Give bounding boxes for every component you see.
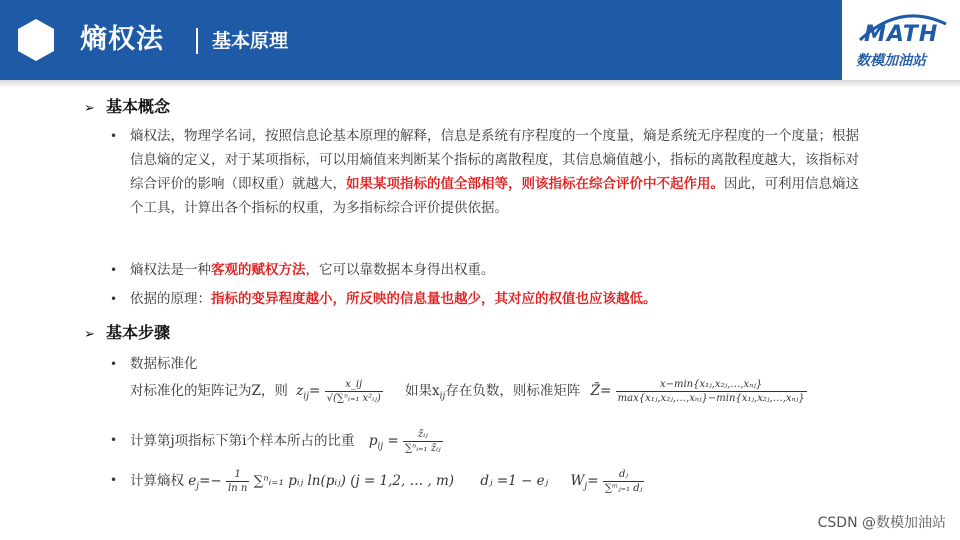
formula-e-fraction: [226, 468, 249, 495]
formula-ztilde-lhs: Z̃=: [590, 383, 612, 399]
formula-d: dⱼ =1 − eⱼ: [480, 473, 549, 489]
fraction-numerator: x_ij: [325, 378, 383, 392]
list-item: [110, 428, 870, 459]
section-heading-text: 基本步骤: [106, 323, 171, 342]
formula-text: 对标准化的矩阵记为Z，则: [130, 383, 288, 399]
text-plain: 因此，可利用信息熵这个工具，计算出各个指标的权重，为多指标综合评价提供依据。: [130, 176, 859, 216]
fraction-denominator: ln n: [228, 483, 248, 494]
text-highlight: 指标的变异程度越小，所反映的信息量也越少，其对应的权值也应该越低。: [211, 291, 657, 307]
section-heading-text: 基本概念: [106, 97, 171, 116]
formula-e-sum: ∑ⁿᵢ₌₁ pᵢⱼ ln(pᵢⱼ) (j = 1,2, … , m): [253, 473, 455, 489]
formula-p-lhs: $p_{ij}$ =: [368, 433, 399, 452]
formula-ztilde-fraction: [616, 378, 807, 405]
list-item-text: [110, 287, 870, 311]
fraction-numerator: x−min{x₁ⱼ,x₂ⱼ,…,xₙⱼ}: [616, 378, 807, 392]
fraction-denominator: max{x₁ⱼ,x₂ⱼ,…,xₙⱼ}−min{x₁ⱼ,x₂ⱼ,…,xₙⱼ}: [617, 393, 805, 404]
math-var: Z̃: [590, 383, 601, 399]
formula-w-fraction: [603, 468, 644, 495]
section-heading-concept: [84, 94, 170, 117]
list-item-text: [110, 124, 870, 220]
arrow-bullet-icon: ➢: [84, 101, 95, 116]
fraction-denominator: ∑ᵐⱼ₌₁ dⱼ: [604, 483, 643, 494]
bullet-dot-icon: •: [110, 129, 118, 143]
formula-z-lhs: $z_{ij}=$: [296, 383, 321, 402]
brand-logo: [842, 0, 960, 80]
math-sub: ij: [439, 391, 446, 402]
math-var: p: [368, 433, 378, 449]
bullet-dot-icon: •: [110, 473, 118, 487]
header-shadow: [0, 80, 960, 88]
page-title: 熵权法: [80, 24, 164, 55]
formula-normalization: [130, 378, 807, 407]
list-item: [110, 124, 870, 220]
text-highlight: 客观的赋权方法: [211, 262, 306, 278]
formula-z-fraction: [325, 378, 383, 405]
bullet-dot-icon: •: [110, 433, 118, 447]
watermark: CSDN @数模加油站: [817, 515, 946, 531]
list-item: [110, 287, 870, 311]
text-plain: 依据的原理：: [130, 291, 211, 307]
list-item-text: [110, 468, 870, 499]
math-var: z: [296, 383, 304, 399]
formula-text: 计算熵权: [130, 473, 184, 489]
math-sub: ij: [377, 441, 384, 452]
formula-text: 如果x: [405, 383, 440, 399]
fraction-denominator: ∑ⁿᵢ₌₁ z̃ᵢⱼ: [405, 443, 441, 454]
list-item: [110, 468, 870, 499]
text-highlight: 如果某项指标的值全部相等，则该指标在综合评价中不起作用。: [346, 176, 724, 192]
fraction-numerator: z̃ᵢⱼ: [403, 428, 443, 442]
section-heading-steps: [84, 320, 170, 343]
text-plain: ，它可以靠数据本身得出权重。: [305, 262, 495, 278]
fraction-numerator: dⱼ: [603, 468, 644, 482]
math-var: e: [188, 473, 197, 489]
math-var: W: [570, 473, 585, 489]
list-item-text: [110, 428, 870, 459]
arrow-bullet-icon: ➢: [84, 327, 95, 342]
text-plain: 熵权法是一种: [130, 262, 211, 278]
list-item: [110, 258, 870, 282]
title-divider: [196, 28, 198, 54]
header-bar: [0, 0, 842, 80]
logo-subtext: 数模加油站: [856, 53, 926, 69]
text-plain: 熵权法，物理学名词，按照信息论基本原理的解释，信息是系统有序程度的一个度量，熵是系统无序程度的一个度量；根据信息熵的定义，对于某项指标，可以用熵值来判断某个指标的离散程度，其信息熵值越小，指标的离散程度越大，该指标对综合评价的影响（即权重）就越大，: [130, 128, 859, 192]
list-item-text: [110, 258, 870, 282]
hexagon-icon: [16, 18, 56, 62]
fraction-numerator: 1: [226, 468, 249, 482]
math-sub: j: [196, 481, 200, 492]
list-item-text: 数据标准化: [130, 356, 198, 372]
math-sub: j: [584, 481, 588, 492]
math-sub: ij: [303, 391, 309, 402]
formula-w-lhs: $W_j=$: [570, 473, 599, 492]
logo-text: MATH: [864, 22, 939, 47]
bullet-dot-icon: •: [110, 292, 118, 306]
formula-e-lhs: $e_j=-$: [188, 473, 222, 492]
formula-text: 计算第j项指标下第i个样本所占的比重: [130, 433, 355, 449]
list-item: [110, 352, 870, 376]
page-subtitle: 基本原理: [212, 30, 289, 52]
bullet-dot-icon: •: [110, 357, 118, 371]
fraction-denominator: √(∑ⁿᵢ₌₁ x²ᵢⱼ): [326, 393, 381, 404]
formula-text: 存在负数，则标准矩阵: [445, 383, 581, 399]
bullet-dot-icon: •: [110, 263, 118, 277]
formula-p-fraction: [403, 428, 443, 455]
